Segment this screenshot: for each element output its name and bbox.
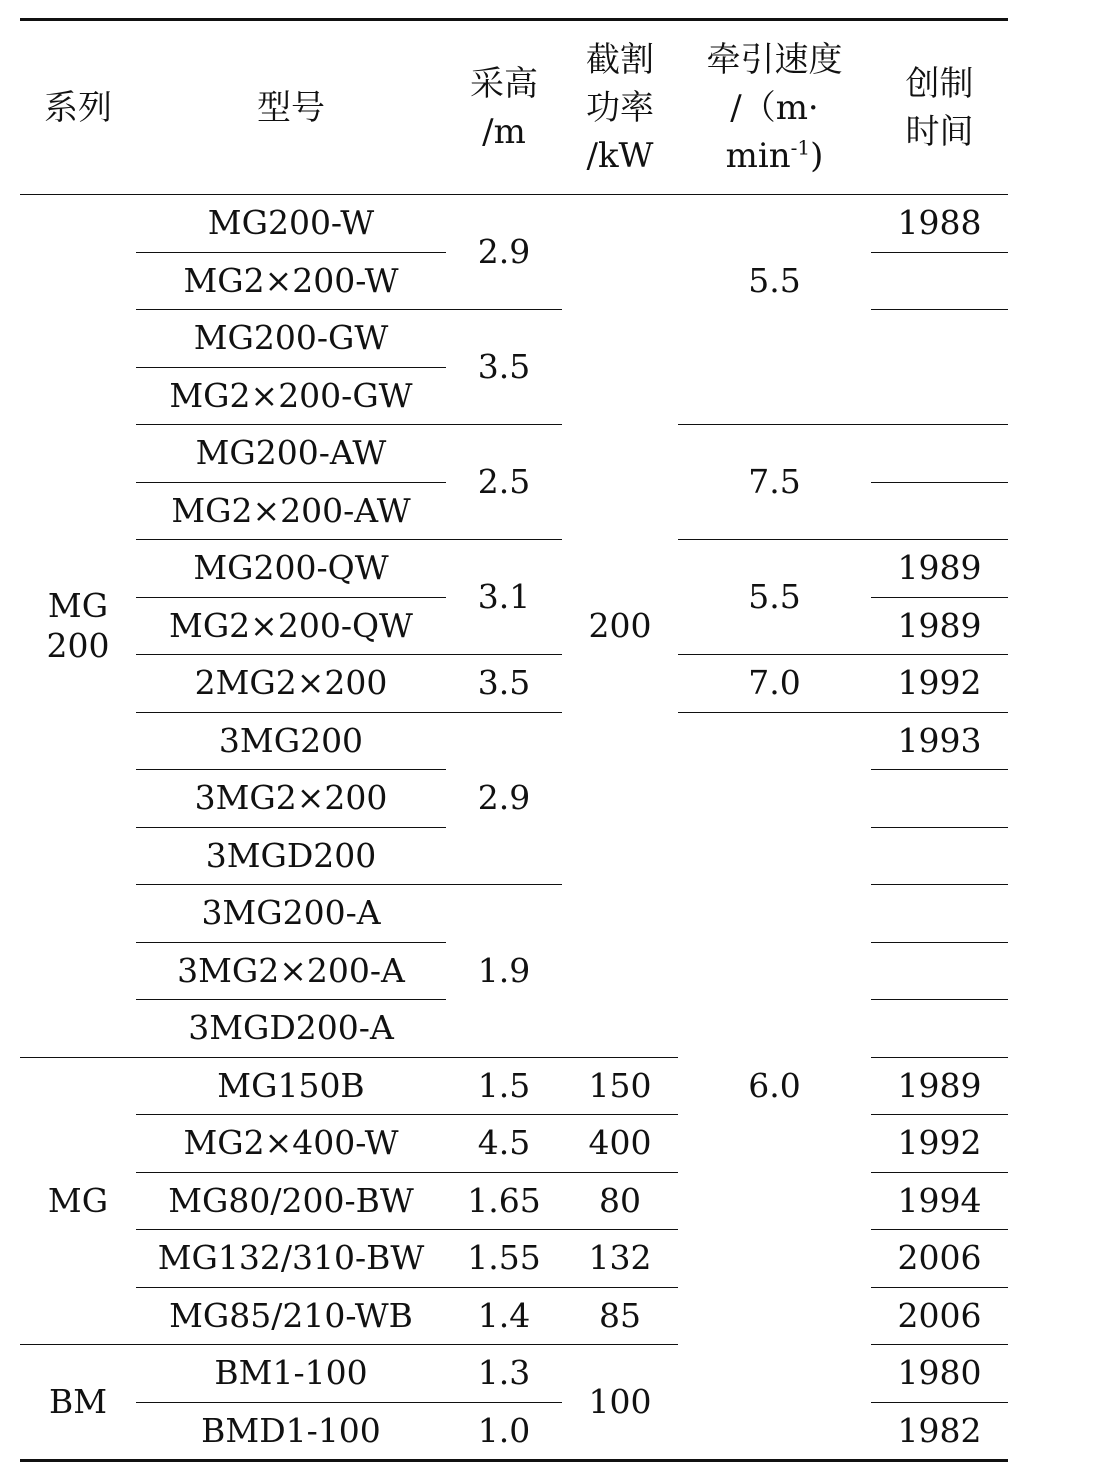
year-cell	[871, 252, 1008, 310]
height-cell: 1.65	[446, 1172, 562, 1230]
model-cell: MG132/310-BW	[136, 1230, 446, 1288]
speed-cell: 5.5	[678, 540, 871, 655]
model-cell: MG200-QW	[136, 540, 446, 598]
model-cell: 3MGD200-A	[136, 1000, 446, 1058]
model-cell: 3MG200-A	[136, 885, 446, 943]
model-cell: MG80/200-BW	[136, 1172, 446, 1230]
year-cell	[871, 1000, 1008, 1058]
model-cell: 3MG2×200-A	[136, 942, 446, 1000]
year-cell	[871, 367, 1008, 425]
power-cell: 150	[562, 1057, 678, 1115]
year-cell: 1980	[871, 1345, 1008, 1403]
year-cell: 2006	[871, 1230, 1008, 1288]
year-cell: 1982	[871, 1402, 1008, 1461]
height-cell: 4.5	[446, 1115, 562, 1173]
height-cell: 2.9	[446, 712, 562, 885]
table-row	[20, 712, 1008, 770]
height-cell: 1.9	[446, 885, 562, 1058]
year-cell	[871, 885, 1008, 943]
year-cell	[871, 770, 1008, 828]
speed-cell	[678, 367, 871, 425]
year-cell: 1989	[871, 540, 1008, 598]
series-cell-mg: MG	[20, 1057, 136, 1345]
speed-cell: 6.0	[678, 712, 871, 1461]
year-cell: 1989	[871, 1057, 1008, 1115]
model-cell: MG200-GW	[136, 310, 446, 368]
height-cell: 3.5	[446, 310, 562, 425]
table-row	[20, 425, 1008, 483]
model-cell: MG2×400-W	[136, 1115, 446, 1173]
model-cell: MG2×200-AW	[136, 482, 446, 540]
header-model: 型号	[136, 20, 446, 195]
year-cell: 1994	[871, 1172, 1008, 1230]
height-cell: 2.9	[446, 195, 562, 310]
spec-table	[20, 18, 1008, 1462]
year-cell: 1988	[871, 195, 1008, 253]
height-cell: 1.3	[446, 1345, 562, 1403]
header-series: 系列	[20, 20, 136, 195]
year-cell: 2006	[871, 1287, 1008, 1345]
year-cell: 1993	[871, 712, 1008, 770]
height-cell: 1.4	[446, 1287, 562, 1345]
height-cell: 3.1	[446, 540, 562, 655]
model-cell: MG85/210-WB	[136, 1287, 446, 1345]
series-cell-mg200: MG 200	[20, 195, 136, 1058]
year-cell: 1989	[871, 597, 1008, 655]
model-cell: MG2×200-W	[136, 252, 446, 310]
power-cell: 200	[562, 195, 678, 1058]
table-row	[20, 195, 1008, 253]
power-cell: 85	[562, 1287, 678, 1345]
model-cell: BM1-100	[136, 1345, 446, 1403]
header-power: 截割 功率 /kW	[562, 20, 678, 195]
year-cell	[871, 482, 1008, 540]
series-cell-bm: BM	[20, 1345, 136, 1461]
model-cell: MG2×200-QW	[136, 597, 446, 655]
header-height: 采高 /m	[446, 20, 562, 195]
year-cell	[871, 310, 1008, 368]
height-cell: 1.0	[446, 1402, 562, 1461]
header-speed: 牵引速度 /（m· $\min^{-1}$)	[678, 20, 871, 195]
year-cell: 1992	[871, 655, 1008, 713]
height-cell: 3.5	[446, 655, 562, 713]
speed-cell: 7.5	[678, 425, 871, 540]
model-cell: MG2×200-GW	[136, 367, 446, 425]
power-cell: 132	[562, 1230, 678, 1288]
model-cell: MG150B	[136, 1057, 446, 1115]
year-cell	[871, 425, 1008, 483]
model-cell: BMD1-100	[136, 1402, 446, 1461]
power-cell: 80	[562, 1172, 678, 1230]
height-cell: 1.5	[446, 1057, 562, 1115]
model-cell: 3MG200	[136, 712, 446, 770]
model-cell: MG200-AW	[136, 425, 446, 483]
table-row	[20, 655, 1008, 713]
power-cell: 100	[562, 1345, 678, 1461]
model-cell: MG200-W	[136, 195, 446, 253]
year-cell	[871, 827, 1008, 885]
power-cell: 400	[562, 1115, 678, 1173]
header-row	[20, 20, 1008, 195]
header-year: 创制 时间	[871, 20, 1008, 195]
speed-cell: 5.5	[678, 195, 871, 368]
model-cell: 3MG2×200	[136, 770, 446, 828]
height-cell: 2.5	[446, 425, 562, 540]
model-cell: 2MG2×200	[136, 655, 446, 713]
height-cell: 1.55	[446, 1230, 562, 1288]
year-cell: 1992	[871, 1115, 1008, 1173]
model-cell: 3MGD200	[136, 827, 446, 885]
speed-cell: 7.0	[678, 655, 871, 713]
table-row	[20, 540, 1008, 598]
year-cell	[871, 942, 1008, 1000]
